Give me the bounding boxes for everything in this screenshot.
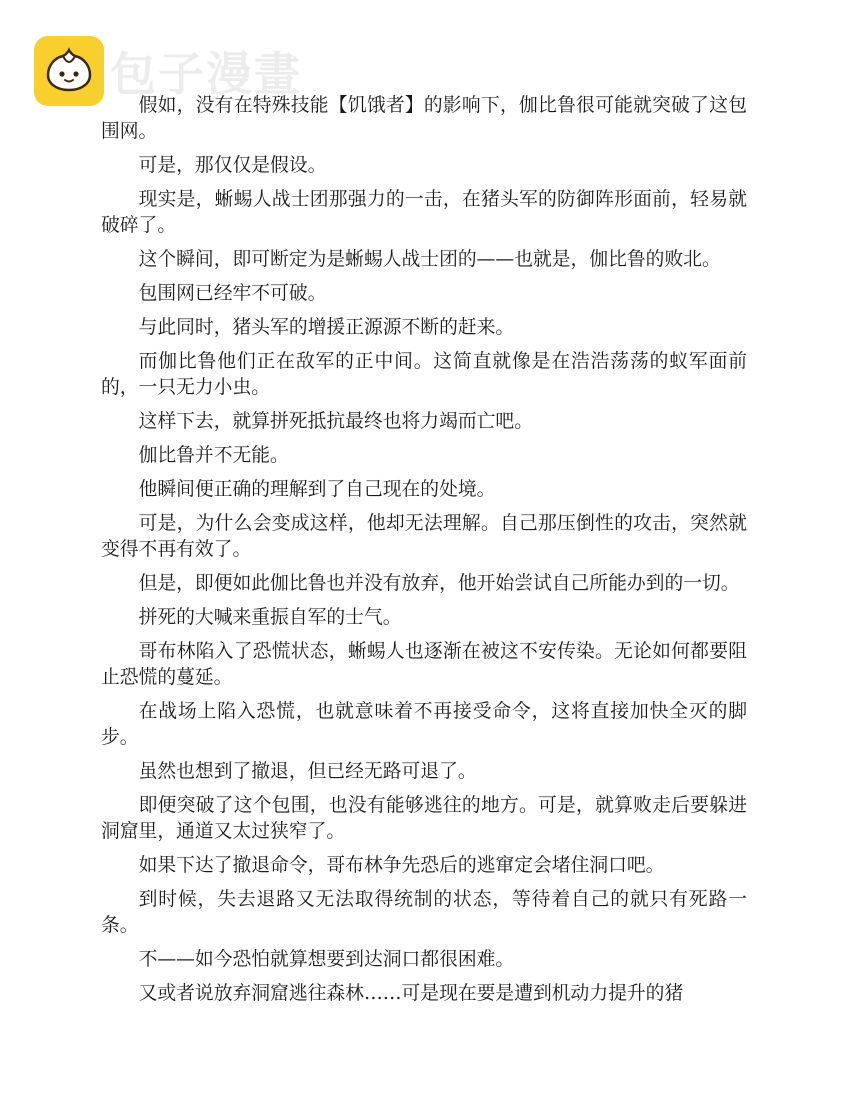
paragraph: 与此同时，猪头军的增援正源源不断的赶来。 [138,317,515,338]
watermark-text: 包子漫畫 [110,47,302,101]
paragraph: 伽比鲁并不无能。 [138,445,289,466]
paragraph: 即便突破了这个包围，也没有能够逃往的地方。可是，就算败走后要躲进洞窟里，通道又太过狭窄了。 [101,795,747,842]
paragraph: 这个瞬间，即可断定为是蜥蜴人战士团的——也就是，伽比鲁的败北。 [138,249,721,270]
paragraph: 这样下去，就算拼死抵抗最终也将力竭而亡吧。 [138,411,533,432]
paragraph: 在战场上陷入恐慌，也就意味着不再接受命令，这将直接加快全灭的脚步。 [101,701,747,748]
paragraph: 他瞬间便正确的理解到了自己现在的处境。 [138,479,496,500]
paragraph: 又或者说放弃洞窟逃往森林……可是现在要是遭到机动力提升的猪 [138,983,684,1004]
paragraph: 而伽比鲁他们正在敌军的正中间。这简直就像是在浩浩荡荡的蚁军面前的，一只无力小虫。 [101,351,747,398]
paragraph: 包围网已经牢不可破。 [138,283,327,304]
paragraph: 到时候，失去退路又无法取得统制的状态，等待着自己的就只有死路一条。 [101,889,747,936]
bun-logo-icon [34,36,104,106]
paragraph: 不——如今恐怕就算想要到达洞口都很困难。 [138,949,515,970]
novel-text-body [101,93,747,1015]
paragraph: 如果下达了撤退命令，哥布林争先恐后的逃窜定会堵住洞口吧。 [138,855,665,876]
paragraph: 但是，即便如此伽比鲁也并没有放弃，他开始尝试自己所能办到的一切。 [138,573,740,594]
paragraph: 现实是，蜥蜴人战士团那强力的一击，在猪头军的防御阵形面前，轻易就破碎了。 [101,189,747,236]
paragraph: 可是，那仅仅是假设。 [138,155,327,176]
paragraph: 虽然也想到了撤退，但已经无路可退了。 [138,761,477,782]
paragraph: 哥布林陷入了恐慌状态，蜥蜴人也逐渐在被这不安传染。无论如何都要阻止恐慌的蔓延。 [101,641,747,688]
paragraph: 拼死的大喊来重振自军的士气。 [138,607,402,628]
paragraph: 假如，没有在特殊技能【饥饿者】的影响下，伽比鲁很可能就突破了这包围网。 [101,95,747,142]
paragraph: 可是，为什么会变成这样，他却无法理解。自己那压倒性的攻击，突然就变得不再有效了。 [101,513,747,560]
